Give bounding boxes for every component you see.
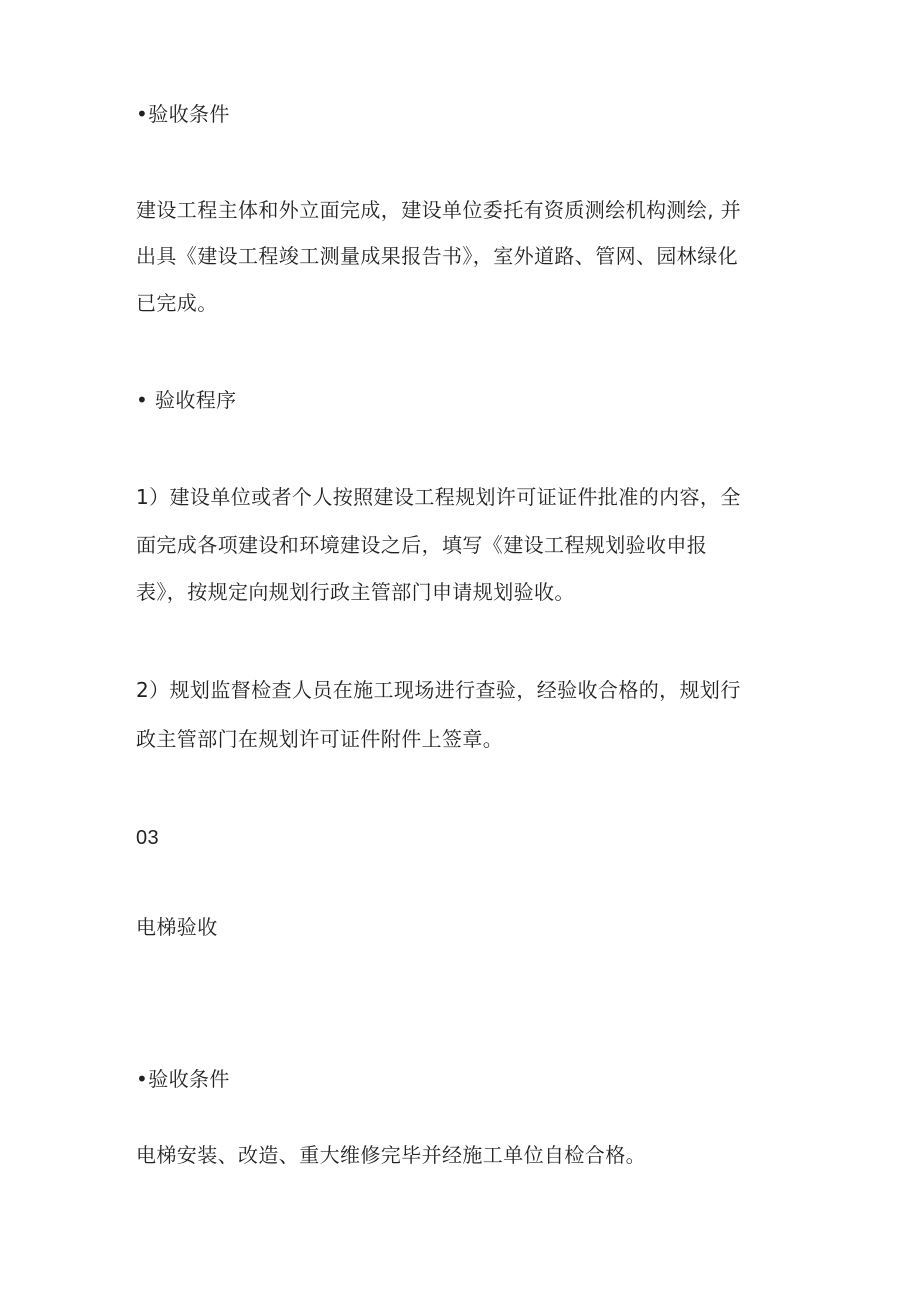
section-heading-acceptance-procedure: • 验收程序 xyxy=(136,388,237,412)
section-heading-acceptance-conditions: •验收条件 xyxy=(136,1067,230,1091)
procedure-item-2-line: 政主管部门在规划许可证件附件上签章。 xyxy=(136,727,504,751)
procedure-item-1-line: 1）建设单位或者个人按照建设工程规划许可证证件批准的内容，全 xyxy=(136,485,741,509)
procedure-item-1-line: 表》，按规定向规划行政主管部门申请规划验收。 xyxy=(136,580,575,604)
paragraph-line: 建设工程主体和外立面完成，建设单位委托有资质测绘机构测绘, 并 xyxy=(136,198,742,222)
section-title-elevator-acceptance: 电梯验收 xyxy=(136,915,218,939)
paragraph-line: 出具《建设工程竣工测量成果报告书》，室外道路、管网、园林绿化 xyxy=(136,244,738,268)
procedure-item-1-line: 面完成各项建设和环境建设之后，填写《建设工程规划验收申报 xyxy=(136,533,708,557)
section-heading-acceptance-conditions: •验收条件 xyxy=(136,102,230,126)
paragraph-line: 已完成。 xyxy=(136,291,218,315)
procedure-item-2-line: 2）规划监督检查人员在施工现场进行查验，经验收合格的，规划行 xyxy=(136,678,741,702)
paragraph-line: 电梯安装、改造、重大维修完毕并经施工单位自检合格。 xyxy=(136,1143,646,1167)
section-number: 03 xyxy=(136,827,160,849)
